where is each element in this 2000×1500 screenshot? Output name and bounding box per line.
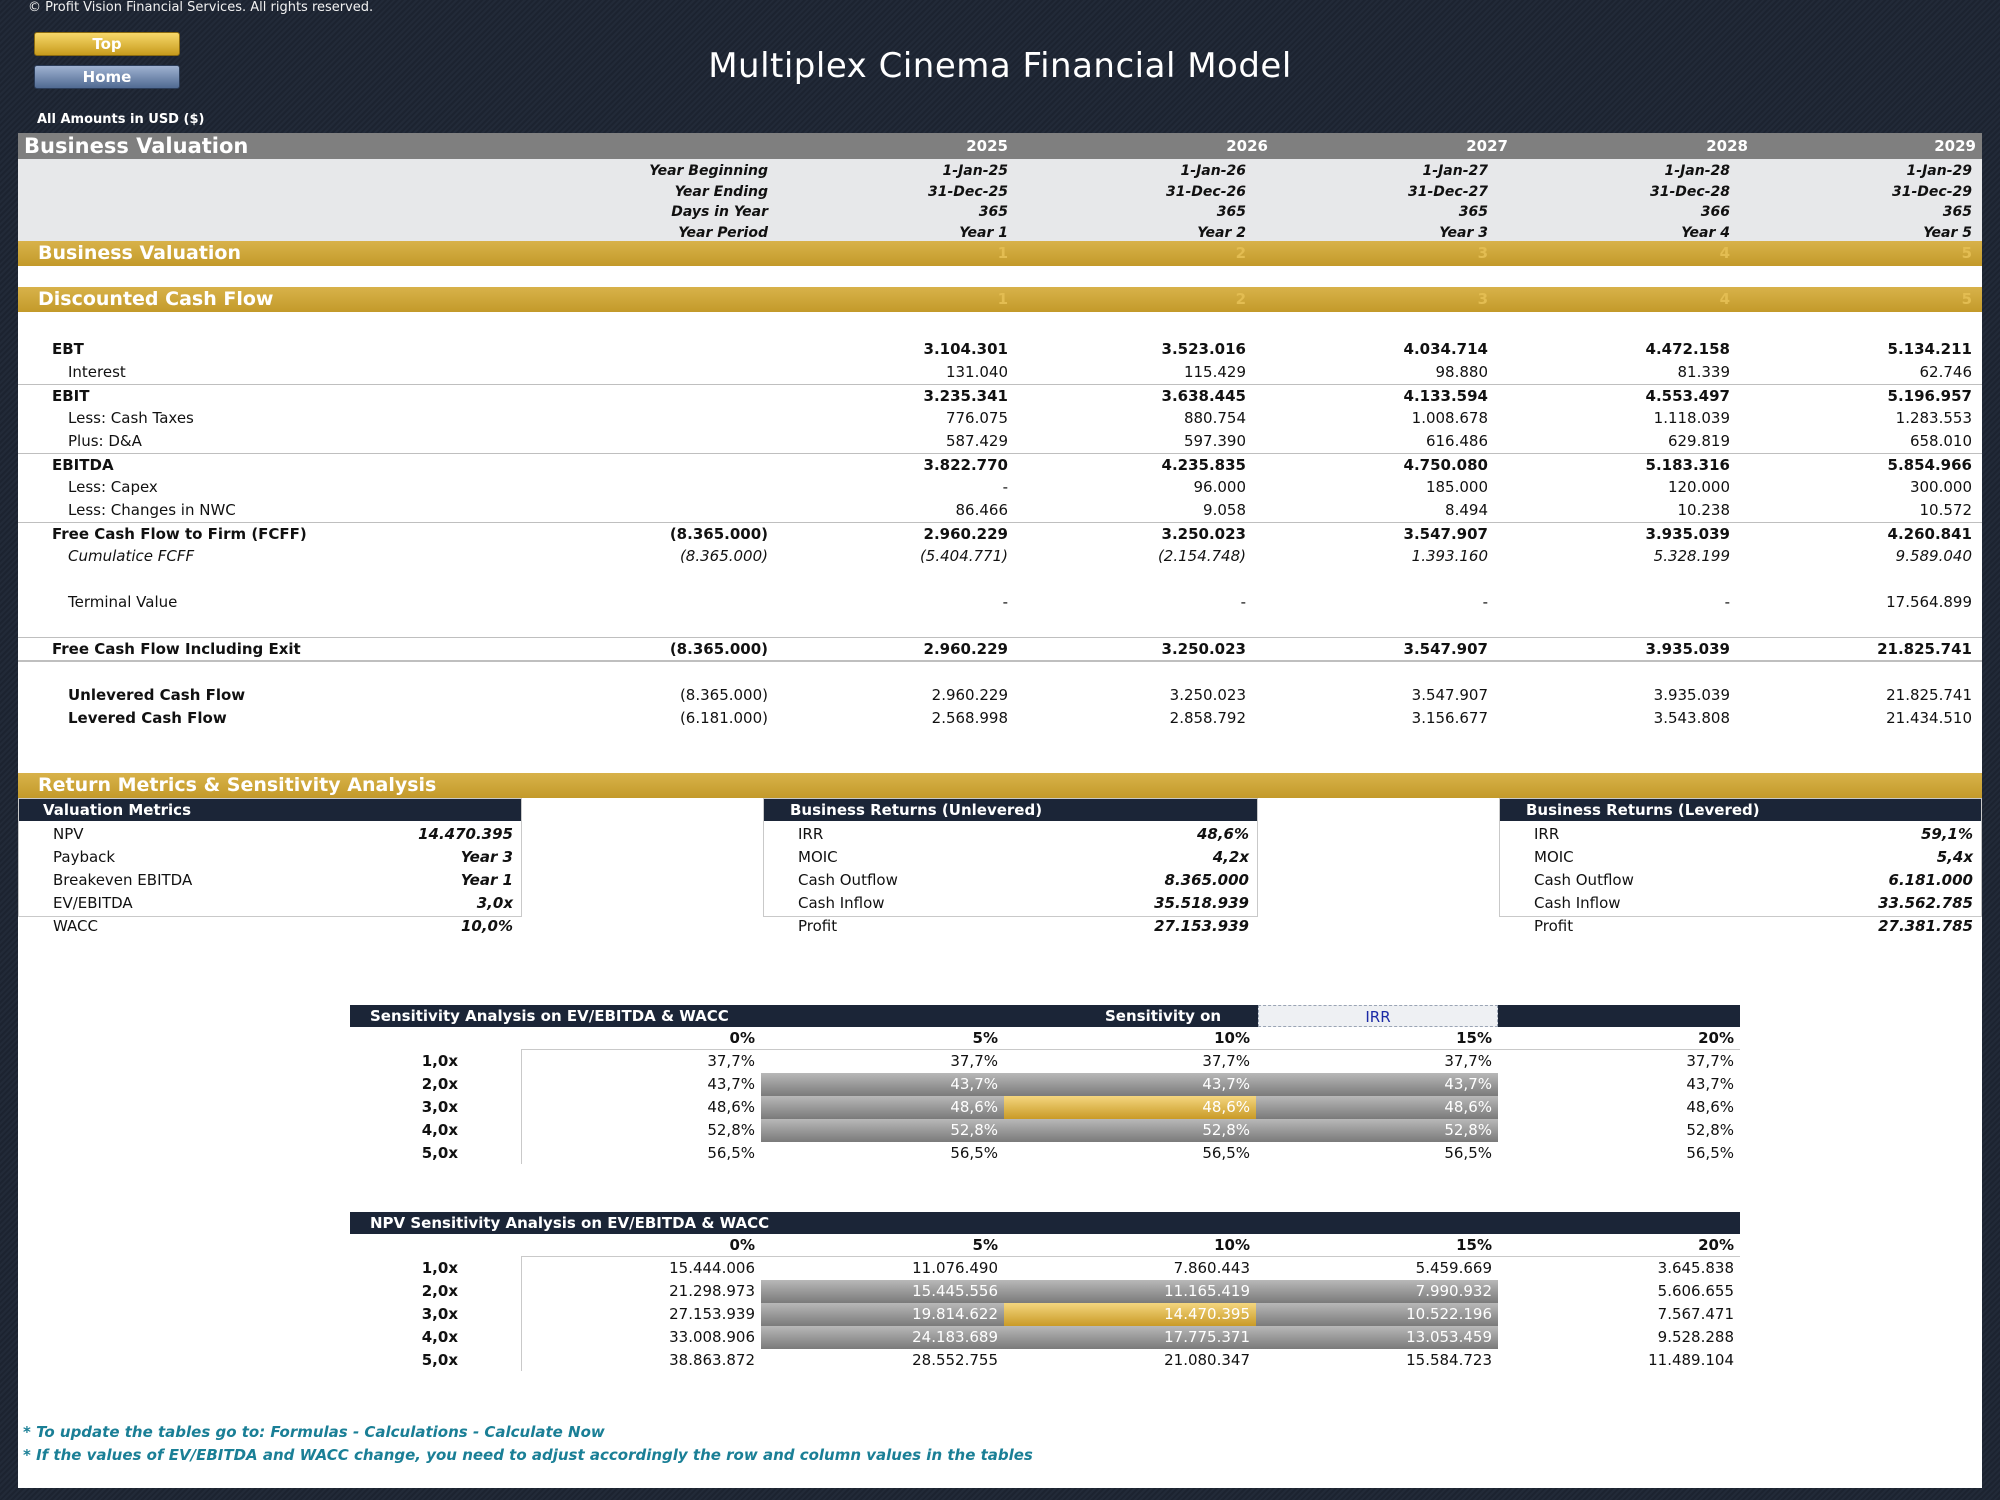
dcf-row (18, 684, 1982, 706)
dcf-value: 9.589.040 (1895, 547, 1972, 565)
section-title: Business Valuation (24, 134, 249, 158)
dcf-row-label: Cumulatice FCFF (68, 547, 195, 565)
dcf-value: 3.250.023 (1161, 525, 1246, 543)
metric-label: NPV (53, 825, 84, 843)
metric-value: 27.381.785 (1878, 917, 1973, 935)
sens-cell: 28.552.755 (912, 1351, 998, 1369)
metric-value: 33.562.785 (1878, 894, 1973, 912)
metric-row (1500, 823, 1981, 846)
metric-row (19, 869, 521, 892)
metric-label: Cash Inflow (1534, 894, 1621, 912)
band-number: 2 (1235, 244, 1246, 262)
dcf-row-label: EBITDA (52, 456, 114, 474)
sens1-header (350, 1005, 1740, 1027)
sens-cell: 7.860.443 (1173, 1259, 1250, 1277)
dcf-value: 62.746 (1919, 363, 1972, 381)
sens1-sens-on-select[interactable]: IRR (1258, 1005, 1498, 1027)
sens-cell: 37,7% (707, 1052, 755, 1070)
metric-value: 5,4x (1936, 848, 1973, 866)
metric-label: Payback (53, 848, 116, 866)
header-years-row (18, 133, 1982, 159)
copyright-text: © Profit Vision Financial Services. All rights reserved. (28, 0, 374, 15)
year-2025: 2025 (966, 137, 1008, 155)
sens-cell: 52,8% (707, 1121, 755, 1139)
sens-row-header: 2,0x (421, 1075, 458, 1093)
dcf-row (18, 707, 1982, 729)
dcf-value: 5.328.199 (1653, 547, 1730, 565)
dcf-initial-value: (8.365.000) (679, 547, 768, 565)
dcf-value: 3.638.445 (1161, 387, 1246, 405)
dcf-value: 629.819 (1667, 432, 1730, 450)
dcf-initial-value: (8.365.000) (669, 525, 768, 543)
dcf-value: 880.754 (1183, 409, 1246, 427)
sens-cell: 48,6% (1004, 1096, 1256, 1119)
date-cell: 365 (1942, 204, 1972, 220)
date-row-label: Year Beginning (649, 163, 768, 179)
date-cell: 1-Jan-26 (1180, 163, 1246, 179)
sens2-title: NPV Sensitivity Analysis on EV/EBITDA & WACC (370, 1214, 770, 1232)
dcf-value: 185.000 (1425, 478, 1488, 496)
sens-cell: 3.645.838 (1657, 1259, 1734, 1277)
sens-col-header: 10% (1214, 1236, 1250, 1254)
metric-label: Breakeven EBITDA (53, 871, 193, 889)
dcf-value: 5.854.966 (1887, 456, 1972, 474)
dcf-initial-value: (8.365.000) (669, 640, 768, 658)
dcf-value: 3.235.341 (923, 387, 1008, 405)
sens-cell: 52,8% (1004, 1119, 1256, 1142)
dcf-value: - (1002, 478, 1008, 496)
dcf-row (18, 522, 1982, 545)
metric-value: 3,0x (476, 894, 513, 912)
sens-cell: 56,5% (1686, 1144, 1734, 1162)
metric-label: Cash Outflow (798, 871, 898, 889)
metric-value: 48,6% (1196, 825, 1249, 843)
dcf-value: 96.000 (1193, 478, 1246, 496)
sens2-header (350, 1212, 1740, 1234)
sens-cell: 5.606.655 (1657, 1282, 1734, 1300)
dcf-value: 115.429 (1183, 363, 1246, 381)
dcf-row-label: Free Cash Flow Including Exit (52, 640, 301, 658)
date-cell: 1-Jan-28 (1664, 163, 1730, 179)
metric-value: Year 3 (460, 848, 513, 866)
top-button[interactable]: Top (34, 32, 180, 56)
dcf-value: 776.075 (945, 409, 1008, 427)
date-cell: 366 (1700, 204, 1730, 220)
dcf-value: - (1240, 593, 1246, 611)
metric-label: MOIC (1534, 848, 1574, 866)
date-cell: Year 2 (1197, 224, 1246, 241)
sens-cell: 43,7% (1686, 1075, 1734, 1093)
dcf-value: 3.543.808 (1653, 709, 1730, 727)
metric-row (764, 823, 1257, 846)
dcf-row-label: Terminal Value (68, 593, 178, 611)
date-cell: Year 5 (1923, 224, 1972, 241)
dcf-row-label: Less: Changes in NWC (68, 501, 236, 519)
band-number: 1 (997, 244, 1008, 262)
dcf-row (18, 591, 1982, 613)
date-cell: 365 (1458, 204, 1488, 220)
returns-unlevered-title: Business Returns (Unlevered) (764, 799, 1257, 821)
dcf-value: 1.283.553 (1895, 409, 1972, 427)
sens-cell: 7.567.471 (1657, 1305, 1734, 1323)
dcf-value: 3.935.039 (1645, 525, 1730, 543)
dcf-initial-value: (8.365.000) (679, 686, 768, 704)
page-title: Multiplex Cinema Financial Model (708, 46, 1292, 86)
metric-label: IRR (1534, 825, 1560, 843)
sens-cell: 37,7% (1202, 1052, 1250, 1070)
dcf-value: 120.000 (1667, 478, 1730, 496)
dcf-value: 98.880 (1435, 363, 1488, 381)
date-row (18, 204, 1982, 224)
sens-cell: 15.445.556 (761, 1280, 1004, 1303)
metric-label: IRR (798, 825, 824, 843)
band-number: 4 (1719, 290, 1730, 308)
sens-cell: 19.814.622 (761, 1303, 1004, 1326)
sens-col-header: 5% (972, 1236, 998, 1254)
sens-row-header: 4,0x (421, 1328, 458, 1346)
sens-cell: 5.459.669 (1415, 1259, 1492, 1277)
date-cell: 31-Dec-27 (1407, 183, 1488, 200)
dcf-value: - (1724, 593, 1730, 611)
metric-value: 8.365.000 (1164, 871, 1249, 889)
returns-levered-title: Business Returns (Levered) (1500, 799, 1981, 821)
dcf-row (18, 476, 1982, 498)
sens-row-header: 1,0x (421, 1052, 458, 1070)
dcf-value: 3.935.039 (1653, 686, 1730, 704)
dcf-value: 1.008.678 (1411, 409, 1488, 427)
sens-cell: 48,6% (1256, 1096, 1498, 1119)
metric-label: MOIC (798, 848, 838, 866)
metric-row (764, 869, 1257, 892)
dcf-value: 3.104.301 (923, 340, 1008, 358)
sens-cell: 43,7% (1256, 1073, 1498, 1096)
sens-cell: 52,8% (1686, 1121, 1734, 1139)
sens-cell: 15.444.006 (669, 1259, 755, 1277)
dcf-value: 3.822.770 (923, 456, 1008, 474)
date-row-label: Year Period (678, 224, 768, 241)
sens-cell: 15.584.723 (1406, 1351, 1492, 1369)
dcf-value: 21.825.741 (1886, 686, 1972, 704)
dcf-row-label: Levered Cash Flow (68, 709, 227, 727)
home-button[interactable]: Home (34, 65, 180, 89)
band-return-metrics (18, 773, 1982, 798)
dcf-value: 10.572 (1919, 501, 1972, 519)
metric-row (1500, 892, 1981, 915)
dcf-value: (5.404.771) (919, 547, 1008, 565)
year-2029: 2029 (1934, 137, 1976, 155)
sens-row-header: 5,0x (421, 1351, 458, 1369)
band-label: Discounted Cash Flow (38, 288, 274, 310)
dcf-value: 9.058 (1203, 501, 1246, 519)
metric-row (764, 892, 1257, 915)
metric-value: 4,2x (1212, 848, 1249, 866)
dcf-value: 658.010 (1909, 432, 1972, 450)
sens-cell: 56,5% (950, 1144, 998, 1162)
sens-cell: 7.990.932 (1256, 1280, 1498, 1303)
metric-label: WACC (53, 917, 98, 935)
sens-col-header: 10% (1214, 1029, 1250, 1047)
band-number: 4 (1719, 244, 1730, 262)
date-cell: 31-Dec-26 (1165, 183, 1246, 200)
sens-cell: 24.183.689 (761, 1326, 1004, 1349)
dcf-value: 17.564.899 (1886, 593, 1972, 611)
amounts-label: All Amounts in USD ($) (37, 112, 205, 127)
dcf-value: - (1002, 593, 1008, 611)
dcf-value: 5.183.316 (1645, 456, 1730, 474)
date-row (18, 184, 1982, 204)
sens-col-header-row (521, 1234, 1740, 1257)
dcf-value: 81.339 (1677, 363, 1730, 381)
band-label: Return Metrics & Sensitivity Analysis (38, 774, 437, 796)
dcf-value: 1.118.039 (1653, 409, 1730, 427)
dcf-row (18, 361, 1982, 383)
sens-row-header: 3,0x (421, 1098, 458, 1116)
metric-value: 59,1% (1920, 825, 1973, 843)
band-number: 3 (1477, 244, 1488, 262)
band-dcf (18, 287, 1982, 312)
date-cell: Year 3 (1439, 224, 1488, 241)
sens-cell: 48,6% (1686, 1098, 1734, 1116)
dcf-value: 5.134.211 (1887, 340, 1972, 358)
date-cell: Year 4 (1681, 224, 1730, 241)
valuation-sheet (18, 133, 1982, 1488)
sens-col-header: 20% (1698, 1029, 1734, 1047)
metric-row (1500, 846, 1981, 869)
sens-cell: 38.863.872 (669, 1351, 755, 1369)
date-cell: 1-Jan-27 (1422, 163, 1488, 179)
sens-cell: 52,8% (761, 1119, 1004, 1142)
sens-cell: 56,5% (707, 1144, 755, 1162)
metric-row (19, 823, 521, 846)
date-row-label: Year Ending (674, 183, 768, 200)
dcf-value: (2.154.748) (1157, 547, 1246, 565)
date-row-label: Days in Year (671, 204, 768, 220)
metric-row (764, 915, 1257, 938)
dcf-value: 21.825.741 (1877, 640, 1972, 658)
sens-col-header: 0% (729, 1029, 755, 1047)
date-row (18, 163, 1982, 183)
metric-label: Cash Outflow (1534, 871, 1634, 889)
date-cell: 31-Dec-25 (927, 183, 1008, 200)
dcf-row (18, 545, 1982, 567)
dcf-value: 3.547.907 (1403, 640, 1488, 658)
sens-cell: 11.489.104 (1648, 1351, 1734, 1369)
dcf-value: 4.553.497 (1645, 387, 1730, 405)
date-cell: Year 1 (959, 224, 1008, 241)
dcf-value: - (1482, 593, 1488, 611)
dcf-value: 3.156.677 (1411, 709, 1488, 727)
sens-col-header: 20% (1698, 1236, 1734, 1254)
sens-cell: 33.008.906 (669, 1328, 755, 1346)
band-number: 3 (1477, 290, 1488, 308)
dcf-value: 3.547.907 (1403, 525, 1488, 543)
dcf-row (18, 338, 1982, 360)
dcf-value: 86.466 (955, 501, 1008, 519)
sens-col-header: 15% (1456, 1029, 1492, 1047)
sens-cell: 37,7% (1444, 1052, 1492, 1070)
dcf-value: 4.235.835 (1161, 456, 1246, 474)
sens-cell: 43,7% (761, 1073, 1004, 1096)
returns-levered-box (1499, 798, 1982, 935)
sens-cell: 56,5% (1202, 1144, 1250, 1162)
metric-value: 27.153.939 (1154, 917, 1249, 935)
date-cell: 1-Jan-29 (1906, 163, 1972, 179)
metric-value: 6.181.000 (1888, 871, 1973, 889)
valuation-metrics-box (18, 798, 522, 935)
sens-cell: 17.775.371 (1004, 1326, 1256, 1349)
dcf-value: 21.434.510 (1886, 709, 1972, 727)
metric-row (1500, 869, 1981, 892)
sens-col-header: 15% (1456, 1236, 1492, 1254)
band-label: Business Valuation (38, 242, 241, 264)
returns-unlevered-box (763, 798, 1258, 935)
band-business-valuation (18, 241, 1982, 266)
dcf-row (18, 637, 1982, 662)
dcf-value: 616.486 (1425, 432, 1488, 450)
metric-value: 35.518.939 (1154, 894, 1249, 912)
band-number: 2 (1235, 290, 1246, 308)
dcf-row-label: Interest (68, 363, 126, 381)
dcf-value: 2.960.229 (923, 640, 1008, 658)
date-cell: 31-Dec-28 (1649, 183, 1730, 200)
sens-cell: 21.080.347 (1164, 1351, 1250, 1369)
dcf-value: 2.858.792 (1169, 709, 1246, 727)
metric-row (764, 846, 1257, 869)
dcf-value: 1.393.160 (1411, 547, 1488, 565)
dcf-initial-value: (6.181.000) (679, 709, 768, 727)
sens-cell: 48,6% (761, 1096, 1004, 1119)
dcf-value: 4.034.714 (1403, 340, 1488, 358)
metric-row (19, 915, 521, 938)
sens-col-header: 0% (729, 1236, 755, 1254)
dcf-value: 10.238 (1677, 501, 1730, 519)
dcf-value: 2.960.229 (923, 525, 1008, 543)
metric-label: Cash Inflow (798, 894, 885, 912)
dcf-row-label: Unlevered Cash Flow (68, 686, 246, 704)
sens-cell: 48,6% (707, 1098, 755, 1116)
dcf-row (18, 384, 1982, 407)
dcf-value: 300.000 (1909, 478, 1972, 496)
sens1-sens-on-label: Sensitivity on (1105, 1007, 1222, 1025)
sens-cell: 37,7% (950, 1052, 998, 1070)
dcf-value: 4.260.841 (1887, 525, 1972, 543)
dcf-value: 3.250.023 (1161, 640, 1246, 658)
dcf-row-label: EBT (52, 340, 84, 358)
sens-col-header: 5% (972, 1029, 998, 1047)
dcf-value: 3.523.016 (1161, 340, 1246, 358)
year-2028: 2028 (1706, 137, 1748, 155)
metric-label: EV/EBITDA (53, 894, 133, 912)
metric-row (1500, 915, 1981, 938)
sens-cell: 37,7% (1686, 1052, 1734, 1070)
footnote-2: * If the values of EV/EBITDA and WACC change, you need to adjust accordingly the row and column values in the tables (23, 1446, 1033, 1464)
dcf-row (18, 453, 1982, 476)
dcf-value: 4.750.080 (1403, 456, 1488, 474)
metric-value: 10,0% (460, 917, 513, 935)
date-cell: 31-Dec-29 (1891, 183, 1972, 200)
dcf-value: 8.494 (1445, 501, 1488, 519)
dcf-row (18, 407, 1982, 429)
dcf-row-label: Less: Cash Taxes (68, 409, 194, 427)
dcf-value: 4.133.594 (1403, 387, 1488, 405)
date-cell: 1-Jan-25 (942, 163, 1008, 179)
metric-row (19, 846, 521, 869)
dcf-value: 587.429 (945, 432, 1008, 450)
sens-cell: 9.528.288 (1657, 1328, 1734, 1346)
metric-label: Profit (1534, 917, 1574, 935)
dcf-value: 2.568.998 (931, 709, 1008, 727)
sens-cell: 11.076.490 (912, 1259, 998, 1277)
sens-row-header: 1,0x (421, 1259, 458, 1277)
dcf-row-label: Plus: D&A (68, 432, 142, 450)
sens-cell: 11.165.419 (1004, 1280, 1256, 1303)
sens-row-header: 3,0x (421, 1305, 458, 1323)
dcf-value: 4.472.158 (1645, 340, 1730, 358)
date-cell: 365 (978, 204, 1008, 220)
sens-cell: 52,8% (1256, 1119, 1498, 1142)
sens-cell: 43,7% (1004, 1073, 1256, 1096)
dcf-value: 2.960.229 (931, 686, 1008, 704)
metric-value: Year 1 (460, 871, 513, 889)
sens-row-header: 5,0x (421, 1144, 458, 1162)
dcf-value: 5.196.957 (1887, 387, 1972, 405)
dcf-value: 3.250.023 (1169, 686, 1246, 704)
dcf-row-label: Free Cash Flow to Firm (FCFF) (52, 525, 307, 543)
band-number: 5 (1961, 290, 1972, 308)
dcf-row (18, 430, 1982, 452)
metric-value: 14.470.395 (418, 825, 513, 843)
sens-cell: 13.053.459 (1256, 1326, 1498, 1349)
sens-cell: 43,7% (707, 1075, 755, 1093)
valuation-metrics-title: Valuation Metrics (19, 799, 521, 821)
sens1-title: Sensitivity Analysis on EV/EBITDA & WACC (370, 1007, 729, 1025)
sens-cell: 14.470.395 (1004, 1303, 1256, 1326)
sens-cell: 56,5% (1444, 1144, 1492, 1162)
year-2026: 2026 (1226, 137, 1268, 155)
sens-cell: 21.298.973 (669, 1282, 755, 1300)
band-number: 1 (997, 290, 1008, 308)
sens-row-header: 2,0x (421, 1282, 458, 1300)
footnote-1: * To update the tables go to: Formulas - Calculations - Calculate Now (23, 1423, 605, 1441)
year-2027: 2027 (1466, 137, 1508, 155)
dcf-row-label: EBIT (52, 387, 90, 405)
dcf-value: 3.935.039 (1645, 640, 1730, 658)
dcf-row-label: Less: Capex (68, 478, 158, 496)
sens-cell: 27.153.939 (669, 1305, 755, 1323)
date-cell: 365 (1216, 204, 1246, 220)
dcf-value: 597.390 (1183, 432, 1246, 450)
metric-row (19, 892, 521, 915)
metric-label: Profit (798, 917, 838, 935)
dcf-row (18, 499, 1982, 521)
sens-col-header-row (521, 1027, 1740, 1050)
dcf-value: 131.040 (945, 363, 1008, 381)
band-number: 5 (1961, 244, 1972, 262)
dcf-value: 3.547.907 (1411, 686, 1488, 704)
sens-cell: 10.522.196 (1256, 1303, 1498, 1326)
sens-row-header: 4,0x (421, 1121, 458, 1139)
